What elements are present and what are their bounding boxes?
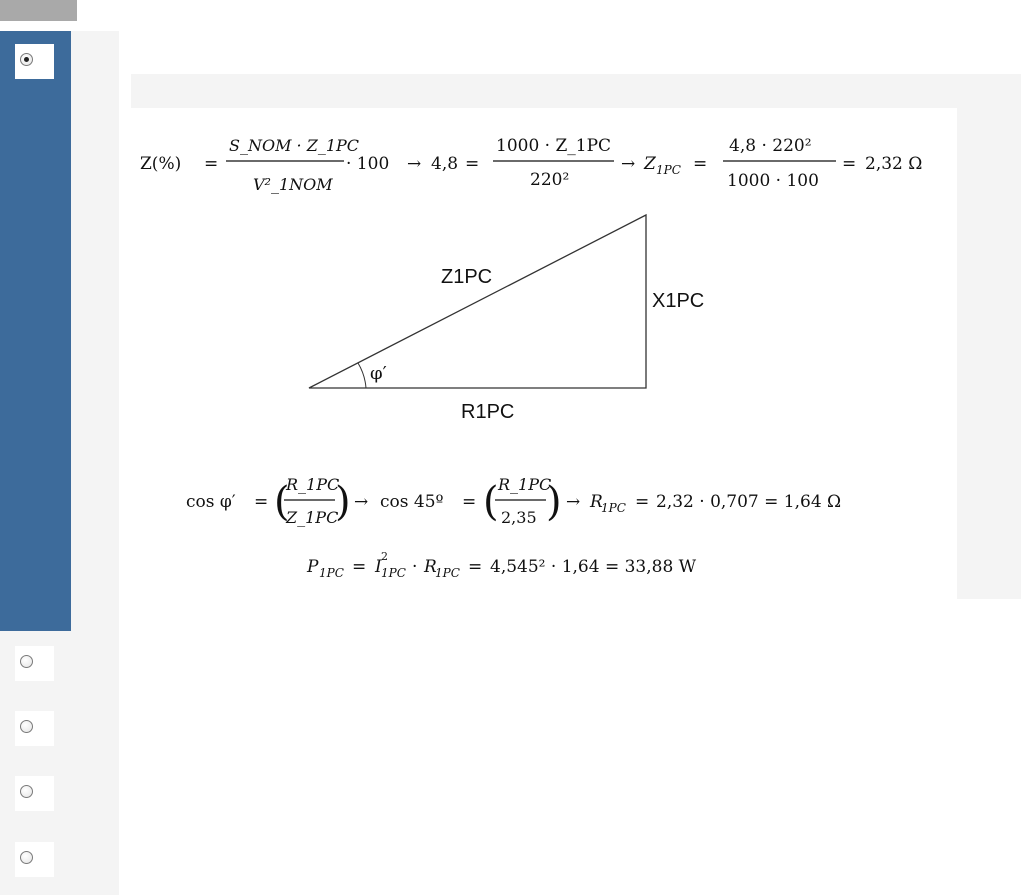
svg-text:→: → [407,154,422,174]
selected-option-highlight [0,31,71,631]
svg-text:1PC: 1PC [319,566,344,580]
svg-text:→: → [354,492,369,512]
top-tab [0,0,77,21]
eq2-result: 2,32 · 0,707 = 1,64 Ω [656,492,842,512]
svg-text:=: = [635,492,650,512]
eq1-frac2-num: 1000 · Z_1PC [496,136,612,156]
triangle-base-label: R1PC [461,401,515,423]
svg-text:1PC: 1PC [381,566,406,580]
eq2-frac-num: R_1PC [286,475,340,494]
svg-text:=: = [468,557,483,577]
svg-text:R: R [590,492,603,512]
equation-resistance [186,475,841,527]
eq2-cos-value: cos 45º [380,492,444,512]
svg-text:·: · [412,557,418,577]
svg-text:=: = [462,492,477,512]
eq1-frac3-den: 1000 · 100 [727,171,819,191]
eq2-cos-phi: cos φ′ [186,492,236,512]
svg-text:1PC: 1PC [656,163,681,177]
option-radio-4[interactable] [15,776,54,811]
radio-checked-icon [20,53,33,66]
eq1-result: 2,32 Ω [865,154,923,174]
eq3-expr: 4,545² · 1,64 = 33,88 W [490,557,697,577]
eq1-frac3-num: 4,8 · 220² [729,136,812,156]
equation-power [306,550,697,580]
eq2-frac2-den: 2,35 [501,508,537,527]
solution-drawing [131,108,957,599]
eq1-lhs: Z(%) [140,154,182,174]
radio-unchecked-icon [20,851,33,864]
option-radio-1[interactable] [15,44,54,79]
option-radio-3[interactable] [15,711,54,746]
eq1-frac2-den: 220² [530,170,570,190]
option-radio-2[interactable] [15,646,54,681]
eq1-times100: · 100 [346,154,390,174]
radio-unchecked-icon [20,655,33,668]
radio-unchecked-icon [20,720,33,733]
eq1-frac1-num: S_NOM · Z_1PC [229,136,360,155]
impedance-triangle [309,215,704,423]
svg-text:): ) [546,479,562,525]
solution-image [131,108,957,599]
eq2-frac2-num: R_1PC [498,475,552,494]
svg-text:=: = [204,154,219,174]
equation-impedance [140,136,922,194]
svg-text:=: = [352,557,367,577]
svg-text:P: P [307,557,319,577]
svg-text:→: → [566,492,581,512]
svg-text:2: 2 [381,550,388,563]
eq1-frac1-den: V²_1NOM [253,175,333,194]
svg-text:I: I [375,557,382,577]
svg-text:=: = [465,154,480,174]
svg-text:1PC: 1PC [435,566,460,580]
svg-text:(: ( [274,479,290,525]
svg-text:=: = [842,154,857,174]
eq1-step-value: 4,8 [431,154,459,174]
svg-text:1PC: 1PC [601,501,626,515]
triangle-angle-label: φ′ [370,363,387,384]
svg-text:→: → [621,154,636,174]
option-radio-5[interactable] [15,842,54,877]
eq2-frac-den: Z_1PC [286,508,339,527]
radio-unchecked-icon [20,785,33,798]
triangle-vertical-label: X1PC [652,290,705,312]
svg-text:(: ( [483,479,499,525]
svg-text:=: = [254,492,269,512]
svg-text:): ) [335,479,351,525]
triangle-hypotenuse-label: Z1PC [441,266,493,288]
svg-text:=: = [693,154,708,174]
svg-text:R: R [424,557,437,577]
svg-text:Z: Z [644,154,656,174]
